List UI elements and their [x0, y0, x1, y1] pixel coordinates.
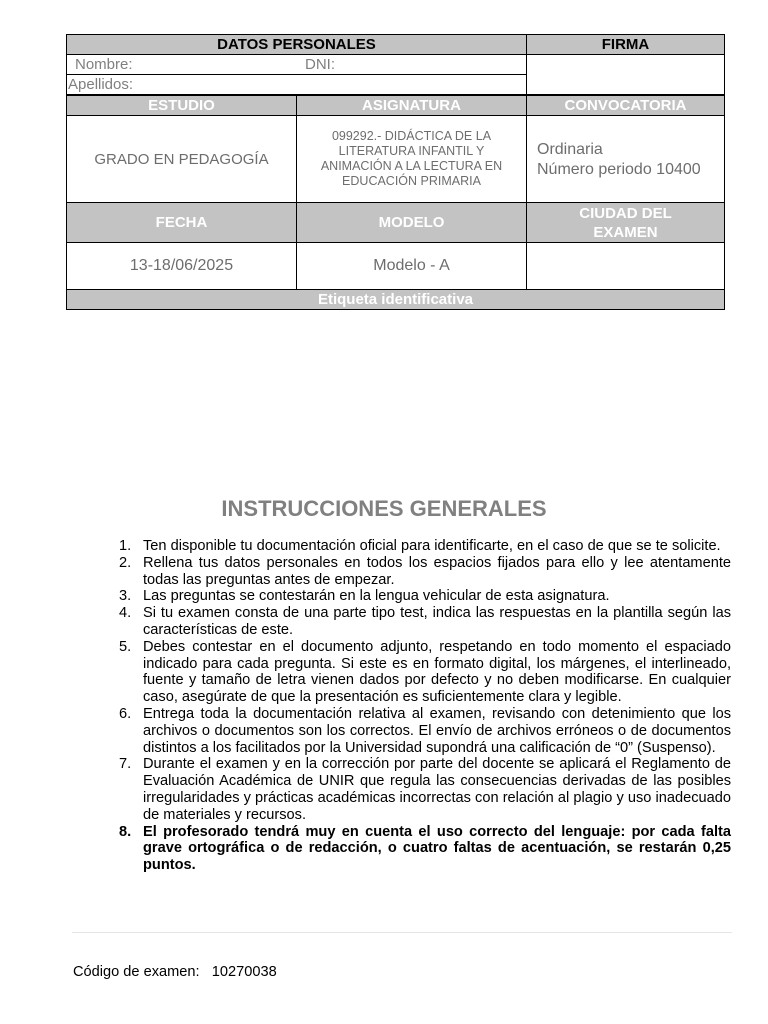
instruction-text: Debes contestar en el documento adjunto, respetando en todo momento el espaciado indicado para cada pregunta. Si este es en formato digital, los márgenes, el interlineado, fuente y tamaño de letra vienen dados por defecto y no deben modificarse. En cualquier caso, asegúrate de que la presentación es suficientemente clara y legible.: [143, 638, 731, 706]
instruction-item: [111, 588, 731, 605]
instruction-number: 4.: [119, 605, 132, 622]
instruction-text: El profesorado tendrá muy en cuenta el uso correcto del lenguaje: por cada falta grave ortográfica o de redacción, o cuatro faltas de acentuación, se restarán 0,25 puntos.: [143, 823, 731, 874]
instruction-item: [111, 706, 731, 756]
instruction-number: 2.: [119, 554, 132, 571]
instruction-number: 7.: [119, 756, 132, 773]
ciudad-header: CIUDAD DEL EXAMEN: [526, 202, 725, 243]
fecha-value: 13-18/06/2025: [66, 242, 297, 290]
instruction-text: Ten disponible tu documentación oficial para identificarte, en el caso de que se te solicite.: [143, 538, 721, 554]
instruction-text: Rellena tus datos personales en todos los espacios fijados para ello y lee atentamente todas las preguntas antes de empezar.: [143, 554, 731, 588]
footer-separator: [72, 932, 732, 933]
instruction-number: 8.: [119, 823, 132, 840]
instruction-item: [111, 639, 731, 706]
instruction-text: Las preguntas se contestarán en la lengua vehicular de esta asignatura.: [143, 588, 610, 605]
dni-label: DNI:: [305, 56, 335, 73]
convocatoria-tipo: Ordinaria: [537, 141, 603, 158]
exam-code: [73, 964, 277, 980]
nombre-label: Nombre:: [75, 56, 133, 73]
estudio-value: GRADO EN PEDAGOGÍA: [66, 115, 297, 203]
instruction-number: 1.: [119, 538, 132, 554]
etiqueta-identificativa: Etiqueta identificativa: [66, 289, 725, 310]
firma-header: FIRMA: [526, 34, 725, 55]
fecha-header: FECHA: [66, 202, 297, 243]
convocatoria-value: [526, 115, 725, 203]
instruction-number: 6.: [119, 705, 132, 722]
datos-personales-header: DATOS PERSONALES: [66, 34, 527, 55]
instruction-item: [111, 538, 731, 555]
asignatura-value: 099292.- DIDÁCTICA DE LA LITERATURA INFANTIL Y ANIMACIÓN A LA LECTURA EN EDUCACIÓN PRIMARIA: [296, 115, 527, 203]
instructions-title: INSTRUCCIONES GENERALES: [221, 496, 547, 521]
exam-header-table: [66, 34, 725, 310]
instruction-number: 5.: [119, 638, 132, 655]
instruction-text: Si tu examen consta de una parte tipo test, indica las respuestas en la plantilla según las características de este.: [143, 605, 731, 638]
exam-code-label: Código de examen:: [73, 964, 200, 980]
apellidos-label: Apellidos:: [68, 76, 134, 93]
numero-periodo: Número periodo 10400: [537, 161, 701, 178]
instruction-text: Durante el examen y en la corrección por parte del docente se aplicará el Reglamento de Evaluación Académica de UNIR que regula las consecuencias derivadas de las posibles irregularidades y prácticas académicas incorrectas con relación al plagio y uso inadecuado de materiales y recursos.: [143, 756, 731, 823]
instructions-list: [111, 538, 731, 874]
ciudad-input[interactable]: [526, 242, 725, 290]
instruction-item: [111, 824, 731, 874]
exam-code-value: 10270038: [211, 964, 277, 980]
instruction-item: [111, 555, 731, 589]
estudio-header: ESTUDIO: [66, 95, 297, 116]
instruction-item: [111, 756, 731, 823]
instruction-item: [111, 605, 731, 639]
instruction-number: 3.: [119, 588, 132, 605]
instruction-text: Entrega toda la documentación relativa al examen, revisando con detenimiento que los archivos o documentos son los correctos. El envío de archivos erróneos o de documentos distintos a los facilitados por la Universidad supondrá una calificación de “0” (Suspenso).: [143, 705, 731, 756]
modelo-header: MODELO: [296, 202, 527, 243]
asignatura-header: ASIGNATURA: [296, 95, 527, 116]
apellidos-field[interactable]: [66, 74, 527, 95]
nombre-dni-field[interactable]: [66, 54, 527, 75]
firma-box[interactable]: [526, 54, 725, 95]
modelo-value: Modelo - A: [296, 242, 527, 290]
convocatoria-header: CONVOCATORIA: [526, 95, 725, 116]
